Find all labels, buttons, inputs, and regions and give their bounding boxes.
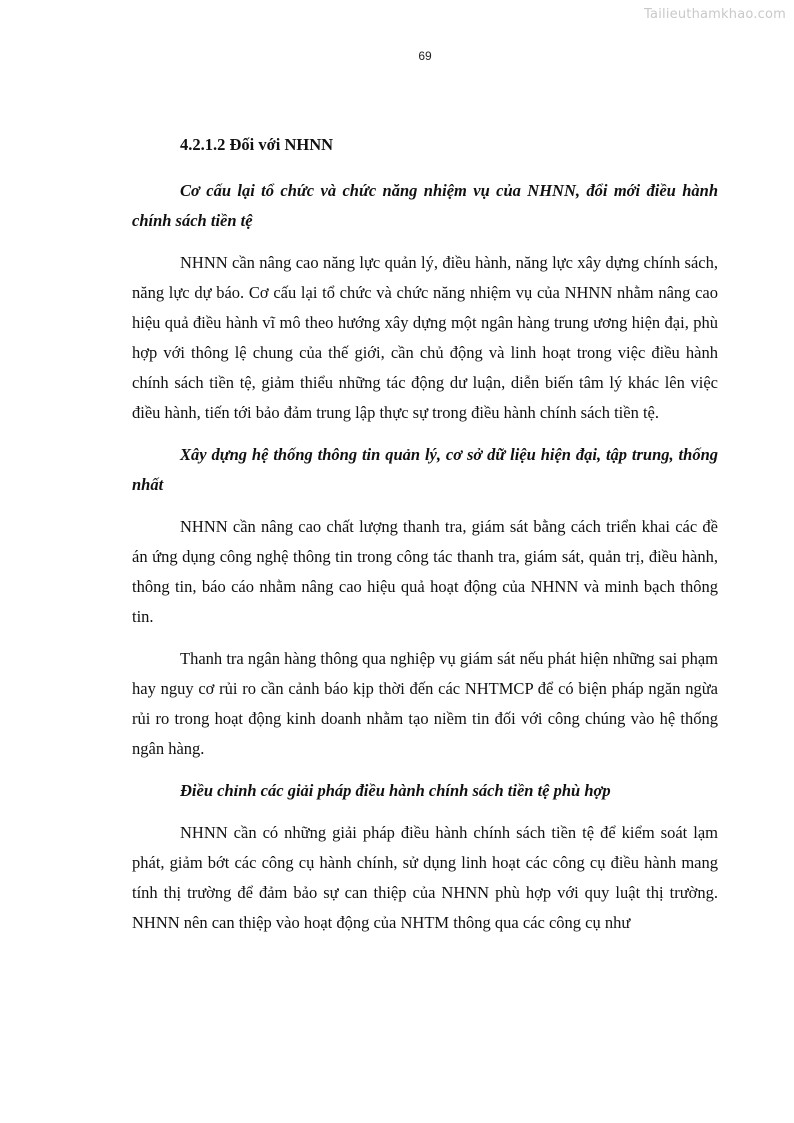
subsection-heading: Điều chỉnh các giải pháp điều hành chính sách tiền tệ phù hợp (180, 781, 611, 800)
paragraph: NHNN cần nâng cao chất lượng thanh tra, giám sát bằng cách triển khai các đề án ứng dụng công nghệ thông tin trong công tác thanh tra, giám sát, quản trị, điều hành, thông tin, báo cáo nhằm nâng cao hiệu quả hoạt động của NHNN và minh bạch thông tin. (132, 517, 718, 626)
watermark: Tailieuthamkhao.com (644, 7, 786, 22)
document-body (132, 130, 718, 950)
paragraph: NHNN cần nâng cao năng lực quản lý, điều hành, năng lực xây dựng chính sách, năng lực dự báo. Cơ cấu lại tổ chức và chức năng nhiệm vụ của NHNN nhằm nâng cao hiệu quả điều hành vĩ mô theo hướng xây dựng một ngân hàng trung ương hiện đại, phù hợp với thông lệ chung của thế giới, cần chủ động và linh hoạt trong việc điều hành chính sách tiền tệ, giảm thiểu những tác động dư luận, diễn biến tâm lý khác lên việc điều hành, tiến tới bảo đảm trung lập thực sự trong điều hành chính sách tiền tệ. (132, 253, 718, 422)
section-heading: 4.2.1.2 Đối với NHNN (180, 135, 334, 154)
page-number: 69 (418, 49, 432, 63)
subsection-heading: Xây dựng hệ thống thông tin quản lý, cơ sở dữ liệu hiện đại, tập trung, thống nhất (132, 445, 718, 494)
paragraph: NHNN cần có những giải pháp điều hành chính sách tiền tệ để kiểm soát lạm phát, giảm bớt các công cụ hành chính, sử dụng linh hoạt các công cụ điều hành mang tính thị trường để đảm bảo sự can thiệp của NHNN phù hợp với quy luật thị trường. NHNN nên can thiệp vào hoạt động của NHTM thông qua các công cụ như (132, 823, 718, 932)
paragraph: Thanh tra ngân hàng thông qua nghiệp vụ giám sát nếu phát hiện những sai phạm hay nguy cơ rủi ro cần cảnh báo kịp thời đến các NHTMCP để có biện pháp ngăn ngừa rủi ro trong hoạt động kinh doanh nhằm tạo niềm tin đối với công chúng vào hệ thống ngân hàng. (132, 649, 718, 758)
subsection-heading: Cơ cấu lại tổ chức và chức năng nhiệm vụ của NHNN, đổi mới điều hành chính sách tiền tệ (132, 181, 718, 230)
